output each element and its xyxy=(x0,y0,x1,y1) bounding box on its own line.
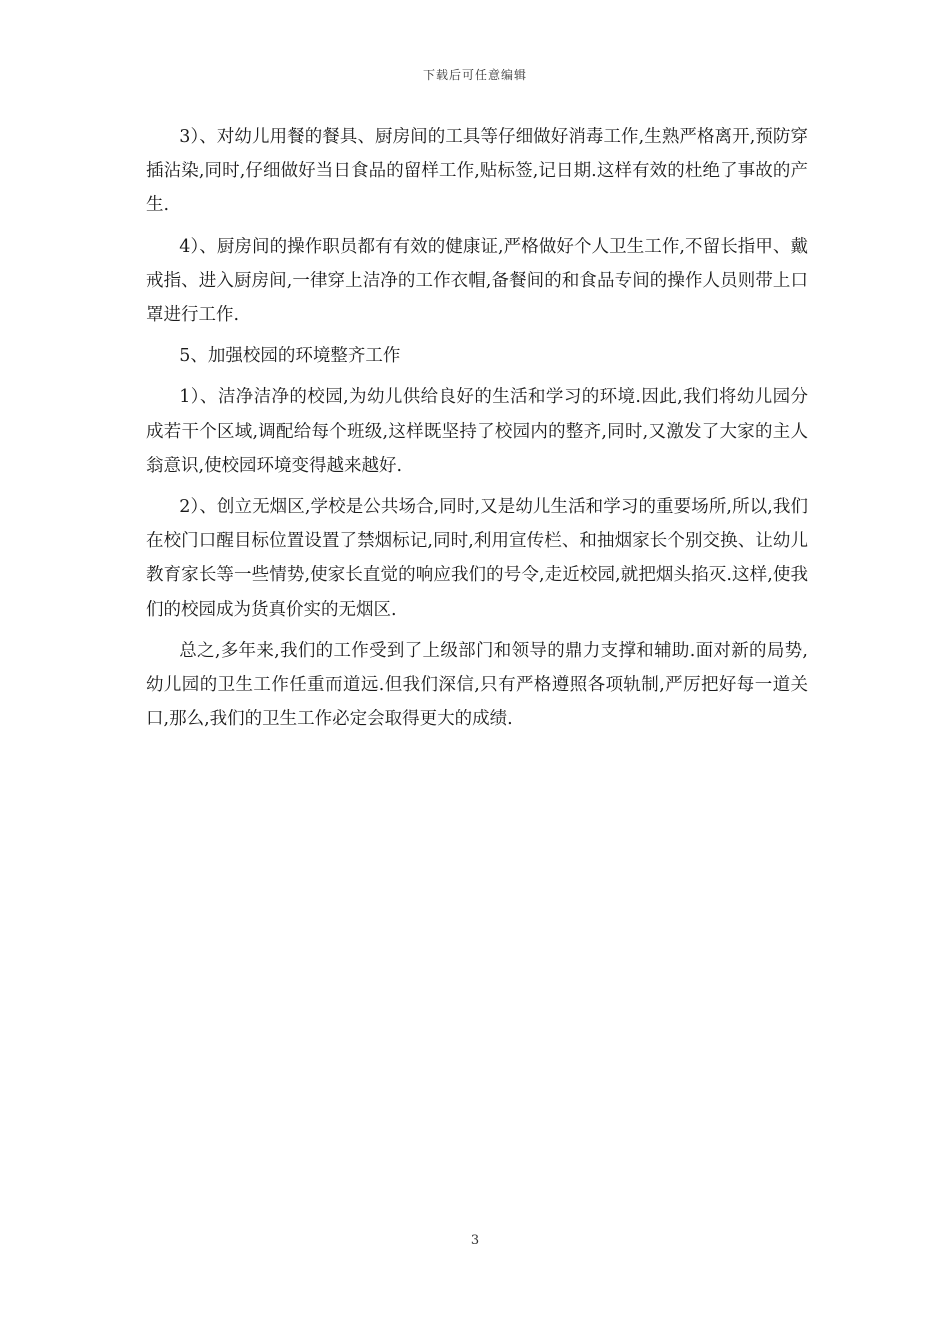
section-heading-campus-environment: 5、加强校园的环境整齐工作 xyxy=(179,346,401,367)
page-number: 3 xyxy=(470,1233,480,1248)
paragraph-tableware-disinfection: 3）、对幼儿用餐的餐具、厨房间的工具等仔细做好消毒工作,生熟严格离开,预防穿插沾染,同时,仔细做好当日食品的留样工作,贴标签,记日期.这样有效的杜绝了事故的产生. xyxy=(146,127,808,216)
paragraph-smoke-free-zone: 2）、创立无烟区,学校是公共场合,同时,又是幼儿生活和学习的重要场所,所以,我们在校门口醒目标位置设置了禁烟标记,同时,利用宣传栏、和抽烟家长个别交换、让幼儿教育家长等一些情势,使家长直觉的响应我们的号令,走近校园,就把烟头掐灭.这样,使我们的校园成为货真价实的无烟区. xyxy=(146,497,808,620)
paragraph-clean-campus: 1）、洁净洁净的校园,为幼儿供给良好的生活和学习的环境.因此,我们将幼儿园分成若干个区域,调配给每个班级,这样既坚持了校园内的整齐,同时,又激发了大家的主人翁意识,使校园环境变得越来越好. xyxy=(146,387,808,476)
paragraph-conclusion: 总之,多年来,我们的工作受到了上级部门和领导的鼎力支撑和辅助.面对新的局势,幼儿园的卫生工作任重而道远.但我们深信,只有严格遵照各项轨制,严厉把好每一道关口,那么,我们的卫生工作必定会取得更大的成绩. xyxy=(146,640,808,730)
document-body xyxy=(146,120,808,743)
paragraph-kitchen-staff-hygiene: 4）、厨房间的操作职员都有有效的健康证,严格做好个人卫生工作,不留长指甲、戴戒指、进入厨房间,一律穿上洁净的工作衣帽,备餐间的和食品专间的操作人员则带上口罩进行工作. xyxy=(146,236,808,326)
page-header: 下载后可任意编辑 xyxy=(422,68,527,82)
